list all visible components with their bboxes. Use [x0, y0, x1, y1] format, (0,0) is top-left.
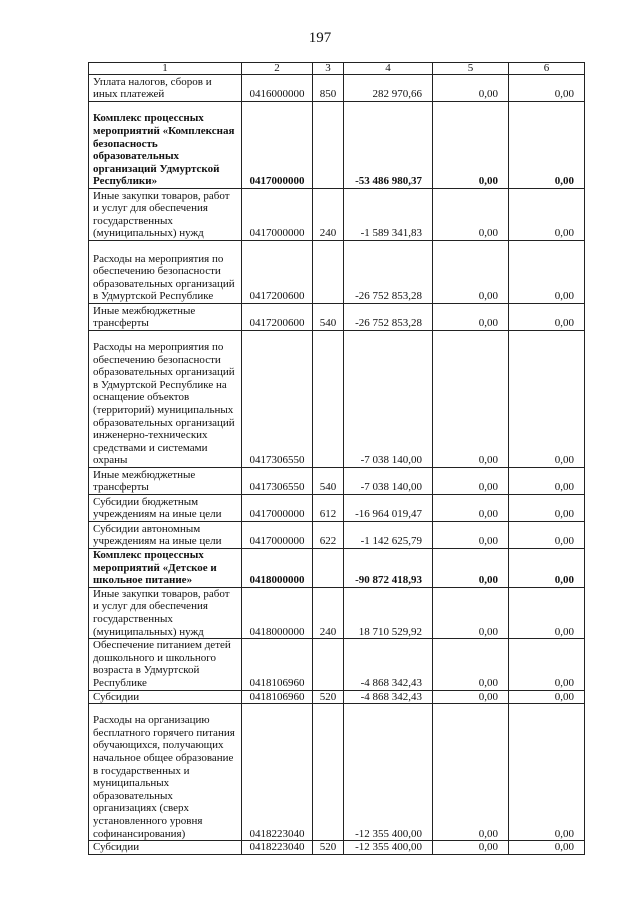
- row-amount: -90 872 418,93: [344, 549, 433, 588]
- table-row: [89, 639, 585, 690]
- table-row: [89, 189, 585, 241]
- row-col6: 0,00: [509, 102, 585, 189]
- row-col5: 0,00: [433, 639, 509, 690]
- row-description: Иные закупки товаров, работ и услуг для обеспечения государственных (муниципальных) нужд: [89, 189, 242, 241]
- row-code: 0416000000: [242, 75, 313, 102]
- row-col6: 0,00: [509, 75, 585, 102]
- column-header: 1: [89, 63, 242, 75]
- row-expense-type: 520: [313, 841, 344, 855]
- row-description: Субсидии: [89, 690, 242, 704]
- table-row: [89, 75, 585, 102]
- row-col5: 0,00: [433, 704, 509, 841]
- table-row: [89, 468, 585, 495]
- column-header: 3: [313, 63, 344, 75]
- row-col5: 0,00: [433, 587, 509, 638]
- row-col5: 0,00: [433, 522, 509, 549]
- row-expense-type: [313, 102, 344, 189]
- row-description: Иные межбюджетные трансферты: [89, 304, 242, 331]
- row-amount: 282 970,66: [344, 75, 433, 102]
- row-code: 0418223040: [242, 841, 313, 855]
- row-col6: 0,00: [509, 304, 585, 331]
- table-row: [89, 304, 585, 331]
- row-code: 0417000000: [242, 495, 313, 522]
- row-col6: 0,00: [509, 587, 585, 638]
- header-row: [89, 63, 585, 75]
- budget-table: [88, 62, 585, 855]
- table-row: [89, 587, 585, 638]
- row-amount: -16 964 019,47: [344, 495, 433, 522]
- row-description: Комплекс процессных мероприятий «Комплексная безопасность образовательных организаций Удмуртской Республики»: [89, 102, 242, 189]
- row-amount: -7 038 140,00: [344, 468, 433, 495]
- row-col6: 0,00: [509, 841, 585, 855]
- row-amount: -4 868 342,43: [344, 690, 433, 704]
- row-description: Расходы на мероприятия по обеспечению безопасности образовательных организаций в Удмуртской Республике на оснащение объектов (территорий) муниципальных образовательных организаций инженерно-технических средствами и системами охраны: [89, 331, 242, 468]
- row-col6: 0,00: [509, 331, 585, 468]
- column-header: 5: [433, 63, 509, 75]
- table-row: [89, 241, 585, 304]
- row-col6: 0,00: [509, 522, 585, 549]
- row-description: Обеспечение питанием детей дошкольного и школьного возраста в Удмуртской Республике: [89, 639, 242, 690]
- row-col5: 0,00: [433, 304, 509, 331]
- row-col5: 0,00: [433, 841, 509, 855]
- row-expense-type: [313, 549, 344, 588]
- row-col6: 0,00: [509, 690, 585, 704]
- row-col6: 0,00: [509, 189, 585, 241]
- row-col5: 0,00: [433, 189, 509, 241]
- row-amount: -1 142 625,79: [344, 522, 433, 549]
- row-amount: 18 710 529,92: [344, 587, 433, 638]
- row-amount: -26 752 853,28: [344, 241, 433, 304]
- row-col6: 0,00: [509, 468, 585, 495]
- column-header: 2: [242, 63, 313, 75]
- row-description: Расходы на организацию бесплатного горячего питания обучающихся, получающих начальное общее образование в государственных и муниципальных образовательных организациях (сверх установленного уровня софинансирования): [89, 704, 242, 841]
- row-code: 0418106960: [242, 639, 313, 690]
- row-col5: 0,00: [433, 75, 509, 102]
- row-code: 0418223040: [242, 704, 313, 841]
- row-description: Иные закупки товаров, работ и услуг для обеспечения государственных (муниципальных) нужд: [89, 587, 242, 638]
- table-row: [89, 495, 585, 522]
- row-code: 0417000000: [242, 522, 313, 549]
- row-description: Субсидии бюджетным учреждениям на иные цели: [89, 495, 242, 522]
- row-amount: -12 355 400,00: [344, 841, 433, 855]
- row-expense-type: [313, 704, 344, 841]
- row-amount: -26 752 853,28: [344, 304, 433, 331]
- row-col6: 0,00: [509, 495, 585, 522]
- row-description: Расходы на мероприятия по обеспечению безопасности образовательных организаций в Удмуртской Республике: [89, 241, 242, 304]
- row-expense-type: 240: [313, 189, 344, 241]
- row-expense-type: 622: [313, 522, 344, 549]
- row-col5: 0,00: [433, 468, 509, 495]
- table-row: [89, 522, 585, 549]
- row-col5: 0,00: [433, 331, 509, 468]
- row-col5: 0,00: [433, 102, 509, 189]
- table-row: [89, 690, 585, 704]
- row-amount: -7 038 140,00: [344, 331, 433, 468]
- row-col5: 0,00: [433, 549, 509, 588]
- row-code: 0417000000: [242, 189, 313, 241]
- table-row: [89, 102, 585, 189]
- row-description: Иные межбюджетные трансферты: [89, 468, 242, 495]
- table-row: [89, 841, 585, 855]
- row-col5: 0,00: [433, 495, 509, 522]
- row-amount: -4 868 342,43: [344, 639, 433, 690]
- row-col6: 0,00: [509, 639, 585, 690]
- row-col6: 0,00: [509, 241, 585, 304]
- row-description: Субсидии автономным учреждениям на иные цели: [89, 522, 242, 549]
- row-description: Комплекс процессных мероприятий «Детское и школьное питание»: [89, 549, 242, 588]
- row-expense-type: 540: [313, 304, 344, 331]
- table-row: [89, 704, 585, 841]
- row-description: Субсидии: [89, 841, 242, 855]
- row-code: 0418106960: [242, 690, 313, 704]
- page-number: 197: [308, 30, 332, 46]
- row-amount: -12 355 400,00: [344, 704, 433, 841]
- row-code: 0417306550: [242, 331, 313, 468]
- row-code: 0418000000: [242, 587, 313, 638]
- row-code: 0417200600: [242, 241, 313, 304]
- row-amount: -1 589 341,83: [344, 189, 433, 241]
- row-col6: 0,00: [509, 549, 585, 588]
- row-expense-type: 520: [313, 690, 344, 704]
- row-amount: -53 486 980,37: [344, 102, 433, 189]
- row-expense-type: 240: [313, 587, 344, 638]
- row-expense-type: 540: [313, 468, 344, 495]
- row-description: Уплата налогов, сборов и иных платежей: [89, 75, 242, 102]
- table-row: [89, 549, 585, 588]
- row-col5: 0,00: [433, 241, 509, 304]
- row-code: 0417200600: [242, 304, 313, 331]
- row-expense-type: [313, 331, 344, 468]
- column-header: 6: [509, 63, 585, 75]
- row-expense-type: 850: [313, 75, 344, 102]
- row-col5: 0,00: [433, 690, 509, 704]
- row-code: 0417000000: [242, 102, 313, 189]
- row-expense-type: [313, 639, 344, 690]
- row-expense-type: [313, 241, 344, 304]
- row-code: 0418000000: [242, 549, 313, 588]
- row-expense-type: 612: [313, 495, 344, 522]
- table-row: [89, 331, 585, 468]
- table-body: [89, 63, 585, 855]
- row-col6: 0,00: [509, 704, 585, 841]
- row-code: 0417306550: [242, 468, 313, 495]
- column-header: 4: [344, 63, 433, 75]
